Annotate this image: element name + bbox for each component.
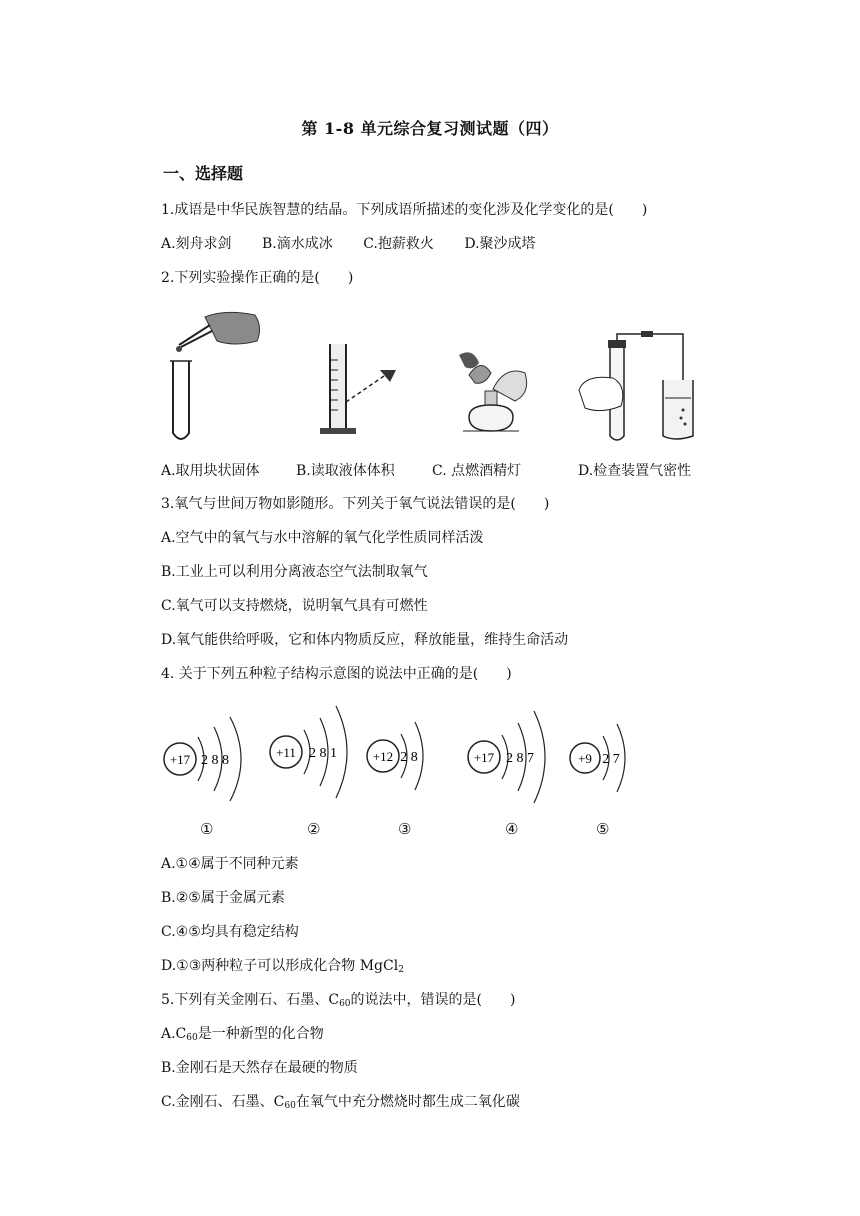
option-b: B.滴水成冰: [262, 236, 333, 252]
atom-nucleus: +11: [276, 745, 296, 760]
atom-label-1: ①: [200, 820, 214, 838]
atom-diagram-1: [160, 705, 260, 805]
atom-shells: 2 8: [400, 750, 418, 765]
atom-nucleus: +17: [473, 750, 495, 765]
atom-shells: 2 8 7: [506, 751, 534, 766]
question-2-stem: 2.下列实验操作正确的是( ): [161, 270, 354, 286]
figure-caption-b: B.读取液体体积: [296, 463, 395, 479]
atom-shells: 2 8 8: [201, 753, 229, 768]
graduated-cylinder-figure: [312, 340, 402, 440]
stem-part: 5.下列有关金刚石、石墨、C: [161, 992, 340, 1008]
atom-label-2: ②: [307, 820, 321, 838]
subscript: 2: [398, 965, 404, 975]
question-4-option-d: [161, 956, 404, 980]
question-1-stem: 1.成语是中华民族智慧的结晶。下列成语所描述的变化涉及化学变化的是( ): [161, 202, 648, 218]
alcohol-lamp-figure: [455, 345, 535, 440]
subscript: 60: [186, 1033, 198, 1043]
atom-shells: 2 8 1: [309, 746, 337, 761]
stem-part: 的说法中，错误的是( ): [350, 992, 516, 1008]
option-part: A.C: [161, 1026, 187, 1042]
page-title: 第 1-8 单元综合复习测试题（四）: [301, 119, 559, 138]
option-a: A.刻舟求剑: [161, 236, 232, 252]
question-4-option-b: B.②⑤属于金属元素: [161, 890, 285, 906]
atom-label-3: ③: [398, 820, 412, 838]
atom-diagram-4: [466, 703, 566, 803]
atom-diagram-5: [567, 712, 647, 802]
test-tube-tweezers-figure: [165, 305, 270, 445]
question-1-options: [161, 234, 562, 254]
question-4-stem: 4. 关于下列五种粒子结构示意图的说法中正确的是( ): [161, 666, 512, 682]
question-5-option-b: B.金刚石是天然存在最硬的物质: [161, 1060, 358, 1076]
figure-caption-d: D.检查装置气密性: [578, 463, 692, 479]
atom-shells: 2 7: [602, 752, 620, 767]
option-d: D.聚沙成塔: [464, 236, 536, 252]
atom-diagram-3: [365, 712, 445, 802]
option-part: 在氧气中充分燃烧时都生成二氧化碳: [295, 1094, 520, 1110]
figure-caption-c: C. 点燃酒精灯: [432, 463, 522, 479]
subscript: 60: [284, 1101, 296, 1111]
atom-label-5: ⑤: [596, 820, 610, 838]
atom-nucleus: +17: [169, 752, 191, 767]
subscript: 60: [339, 999, 351, 1009]
airtightness-check-figure: [575, 330, 705, 445]
question-3-option-b: B.工业上可以利用分离液态空气法制取氧气: [161, 564, 428, 580]
question-3-option-c: C.氧气可以支持燃烧，说明氧气具有可燃性: [161, 598, 428, 614]
atom-diagram-2: [268, 698, 368, 798]
atom-nucleus: +12: [372, 749, 394, 764]
question-3-option-a: A.空气中的氧气与水中溶解的氧气化学性质同样活泼: [161, 530, 484, 546]
question-5-option-a: [161, 1024, 324, 1048]
question-5-stem: [161, 990, 515, 1014]
atom-nucleus: +9: [578, 751, 592, 766]
option-c: C.抱薪救火: [363, 236, 434, 252]
question-4-option-a: A.①④属于不同种元素: [161, 856, 299, 872]
question-3-option-d: D.氧气能供给呼吸，它和体内物质反应，释放能量，维持生命活动: [161, 632, 569, 648]
option-d-text: D.①③两种粒子可以形成化合物 MgCl: [161, 958, 399, 974]
option-part: C.金刚石、石墨、C: [161, 1094, 285, 1110]
question-4-option-c: C.④⑤均具有稳定结构: [161, 924, 299, 940]
question-5-option-c: [161, 1092, 520, 1116]
figure-caption-a: A.取用块状固体: [161, 463, 260, 479]
option-part: 是一种新型的化合物: [197, 1026, 324, 1042]
atom-label-4: ④: [505, 820, 519, 838]
question-3-stem: 3.氧气与世间万物如影随形。下列关于氧气说法错误的是( ): [161, 496, 550, 512]
section-heading: 一、选择题: [163, 164, 244, 183]
